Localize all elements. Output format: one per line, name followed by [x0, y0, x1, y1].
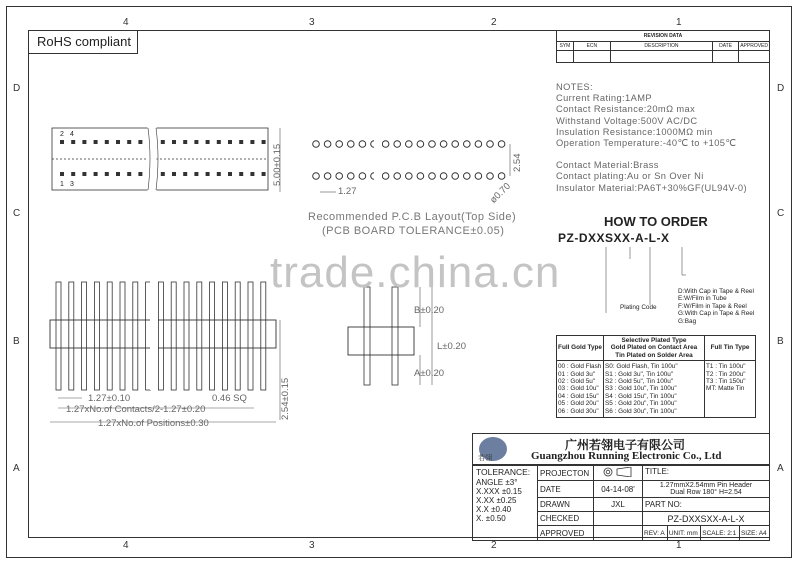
- pcb-hole: [394, 173, 401, 180]
- rev-cell: [643, 526, 668, 541]
- tolerance-value: ±0.15: [501, 487, 522, 496]
- note-insulator: Insulator Material:PA6T+30%GF(UL94V-0): [556, 182, 747, 193]
- top-pin: [250, 172, 254, 176]
- dim-pin-square: 0.46 SQ: [212, 393, 247, 404]
- order-code: PZ-DXXSXX-A-L-X: [558, 231, 670, 245]
- tolerance-cell: [473, 466, 538, 541]
- top-view-drawing: [50, 120, 275, 200]
- pcb-hole: [313, 141, 320, 148]
- dim-row-spacing: 2.54: [512, 153, 523, 172]
- date-label: DATE: [538, 481, 594, 498]
- pin-label-2: 2: [60, 131, 64, 138]
- pcb-hole: [382, 173, 389, 180]
- pcb-hole: [394, 141, 401, 148]
- tin-option: T3 : Tin 150u": [706, 378, 746, 386]
- zone-bottom-1: 1: [676, 540, 682, 551]
- tolerance-row: [476, 487, 534, 496]
- tin-option: T2 : Tin 200u": [706, 370, 746, 378]
- projection-icon: [601, 467, 635, 477]
- pcb-caption-1: Recommended P.C.B Layout(Top Side): [308, 211, 517, 223]
- pcb-hole: [498, 141, 505, 148]
- selective-option: S0: Gold Flash, Tin 100u": [605, 363, 678, 371]
- tolerance-key: X.: [476, 514, 484, 523]
- pcb-hole: [324, 141, 331, 148]
- pcb-hole: [336, 141, 343, 148]
- zone-right-A: A: [777, 463, 784, 474]
- dim-positions: 1.27xNo.of Positions±0.30: [98, 418, 209, 429]
- selective-option: S6 : Gold 30u", Tin 100u": [605, 407, 677, 415]
- plating-code-label: Plating Code: [620, 304, 657, 311]
- dim-pcb-pitch: 1.27: [338, 186, 357, 197]
- top-pin: [194, 172, 198, 176]
- tolerance-value: ±0.40: [491, 505, 512, 514]
- front-pin: [235, 282, 240, 390]
- part-no-label: PART NO:: [643, 498, 770, 512]
- note-temperature: Operation Temperature:-40℃ to +105℃: [556, 138, 737, 149]
- top-pin: [71, 172, 75, 176]
- top-pin: [217, 172, 221, 176]
- top-pin: [183, 140, 187, 144]
- note-resistance: Contact Resistance:20mΩ max: [556, 104, 696, 115]
- zone-right-C: C: [777, 208, 785, 219]
- top-pin: [250, 140, 254, 144]
- revision-header-approved: APPROVED: [740, 43, 768, 49]
- part-no-value: PZ-DXXSXX-A-L-X: [643, 512, 770, 526]
- date-value: 04-14-08': [594, 481, 643, 498]
- selective-option: S2 : Gold 5u", Tin 100u": [605, 378, 674, 386]
- size-label: SIZE:: [740, 529, 758, 537]
- revision-header-description: DESCRIPTION: [610, 42, 712, 51]
- revision-header-date: DATE: [712, 42, 738, 51]
- selective-option: S5 : Gold 20u", Tin 100u": [605, 400, 677, 408]
- zone-left-A: A: [13, 463, 20, 474]
- front-pin: [248, 282, 253, 390]
- title-label: TITLE:: [643, 466, 770, 481]
- front-pin: [222, 282, 227, 390]
- tolerance-key: X.XX: [476, 496, 495, 505]
- zone-top-4: 4: [123, 17, 129, 28]
- note-material: Contact Material:Brass: [556, 160, 659, 171]
- tolerance-value: ±3°: [505, 478, 518, 487]
- gold-option: 05 : Gold 20u": [558, 400, 599, 408]
- pin-label-3: 3: [70, 181, 74, 188]
- pcb-hole: [382, 141, 389, 148]
- unit-label: UNIT:: [668, 529, 686, 537]
- pcb-hole: [498, 173, 505, 180]
- top-pin: [105, 172, 109, 176]
- gold-option: 02 : Gold 5u": [558, 378, 596, 386]
- packing-option-g-cap: G:With Cap in Tape & Reel: [678, 310, 755, 318]
- zone-left-B: B: [13, 336, 20, 347]
- top-pin: [262, 140, 266, 144]
- title-value: [643, 481, 770, 498]
- scale-label: SCALE:: [702, 529, 726, 537]
- drawn-label: DRAWN: [538, 498, 594, 512]
- top-pin: [60, 172, 64, 176]
- pcb-hole: [487, 173, 494, 180]
- pcb-hole: [429, 173, 436, 180]
- pcb-hole: [324, 173, 331, 180]
- front-pin: [146, 282, 151, 390]
- scale-value: 2:1: [727, 529, 737, 537]
- zone-bottom-4: 4: [123, 540, 129, 551]
- gold-option: 04 : Gold 15u": [558, 392, 599, 400]
- size-value: A4: [758, 529, 767, 537]
- top-pin: [239, 172, 243, 176]
- zone-bottom-2: 2: [491, 540, 497, 551]
- top-pin: [194, 140, 198, 144]
- title-line-2: Dual Row 180° H=2.54: [670, 489, 742, 496]
- front-pin: [120, 282, 125, 390]
- size-cell: [739, 526, 769, 541]
- top-pin: [138, 172, 142, 176]
- front-pin: [82, 282, 87, 390]
- plating-header-full-tin: Full Tin Type: [705, 336, 756, 361]
- pcb-hole: [313, 173, 320, 180]
- top-pin: [127, 140, 131, 144]
- approved-value: [594, 526, 643, 541]
- selective-option: S3 : Gold 10u", Tin 100u": [605, 385, 677, 393]
- note-spacer: [556, 149, 747, 160]
- top-pin: [94, 140, 98, 144]
- rev-label: REV:: [644, 529, 659, 537]
- packing-option-d: D:With Cap in Tape & Reel: [678, 288, 754, 295]
- dim-l: L±0.20: [437, 341, 466, 352]
- tolerance-row: [476, 505, 534, 514]
- note-voltage: Withstand Voltage:500V AC/DC: [556, 115, 698, 126]
- packing-option-e: E:W/Film in Tube: [678, 295, 727, 303]
- rev-value: A: [660, 529, 665, 537]
- rohs-label: RoHS compliant: [28, 30, 138, 54]
- pcb-hole: [475, 173, 482, 180]
- dim-height-label: 5.00±0.15: [272, 143, 283, 186]
- top-pin: [116, 172, 120, 176]
- pin-label-1: 1: [60, 181, 64, 188]
- front-pin: [158, 282, 163, 390]
- front-pin: [56, 282, 61, 390]
- top-pin: [71, 140, 75, 144]
- zone-left-D: D: [13, 83, 21, 94]
- pcb-hole: [348, 141, 355, 148]
- front-pin: [184, 282, 189, 390]
- plating-header-selective: Selective Plated Type Gold Plated on Contact Area Tin Plated on Solder Area: [604, 336, 705, 361]
- zone-right-B: B: [777, 336, 784, 347]
- projection-label: PROJECTON: [538, 466, 594, 481]
- plating-full-gold-list: [557, 361, 604, 418]
- checked-value: [594, 512, 643, 526]
- front-pin: [197, 282, 202, 390]
- pcb-hole: [336, 173, 343, 180]
- pcb-caption-2: (PCB BOARD TOLERANCE±0.05): [322, 225, 505, 237]
- pcb-hole: [440, 173, 447, 180]
- top-pin: [127, 172, 131, 176]
- front-pin: [133, 282, 138, 390]
- top-pin: [172, 172, 176, 176]
- gold-option: 06 : Gold 30u": [558, 407, 599, 415]
- dim-height-lines: [266, 126, 286, 196]
- pcb-hole: [452, 173, 459, 180]
- pin-label-4: 4: [70, 131, 74, 138]
- dim-hole-diameter: ø0.70: [488, 180, 513, 206]
- notes-title: NOTES:: [556, 82, 594, 92]
- zone-top-1: 1: [676, 17, 682, 28]
- plating-selective-list: [604, 361, 705, 418]
- note-current: Current Rating:1AMP: [556, 93, 652, 104]
- note-plating: Contact plating:Au or Sn Over Ni: [556, 171, 704, 182]
- tin-option: T1 : Tin 100u": [706, 363, 746, 371]
- tolerance-value: ±0.25: [496, 496, 517, 505]
- pcb-hole: [452, 141, 459, 148]
- top-pin: [138, 140, 142, 144]
- tin-option: MT: Matte Tin: [706, 385, 745, 393]
- revision-table: [556, 30, 770, 63]
- pcb-hole: [417, 141, 424, 148]
- packing-options: [678, 288, 770, 325]
- plating-full-tin-list: [705, 361, 756, 418]
- top-pin: [60, 140, 64, 144]
- top-pin: [172, 140, 176, 144]
- tolerance-key: ANGLE: [476, 478, 504, 487]
- tolerance-key: X.XXX: [476, 487, 500, 496]
- notes-block: [556, 82, 747, 194]
- pcb-hole: [406, 173, 413, 180]
- pcb-hole: [359, 141, 366, 148]
- revision-header-sym: SYM: [557, 42, 574, 51]
- watermark: trade.china.cn: [270, 248, 561, 297]
- gold-option: 03 : Gold 10u": [558, 385, 599, 393]
- company-block: [472, 433, 770, 465]
- revision-header-ecn: ECN: [573, 42, 610, 51]
- gold-option: 00 : Gold Flash: [558, 363, 602, 371]
- tolerance-row: [476, 496, 534, 505]
- revision-title: REVISION DATA: [557, 31, 770, 42]
- selective-option: S1 : Gold 3u", Tin 100u": [605, 370, 674, 378]
- company-name-chinese: 广州若翎电子有限公司: [565, 438, 686, 452]
- title-line-1: 1.27mmX2.54mm Pin Header: [659, 482, 753, 489]
- top-pin: [82, 172, 86, 176]
- tolerance-row: [476, 514, 534, 523]
- pcb-hole: [359, 173, 366, 180]
- selective-option: S4 : Gold 15u", Tin 100u": [605, 392, 677, 400]
- title-block: [472, 465, 770, 541]
- zone-top-3: 3: [309, 17, 315, 28]
- company-logo-text: 若翎: [478, 455, 492, 462]
- dim-a: A±0.20: [414, 368, 445, 379]
- zone-left-C: C: [13, 208, 21, 219]
- gold-option: 01 : Gold 3u": [558, 370, 596, 378]
- how-to-order-title: HOW TO ORDER: [604, 214, 708, 229]
- top-pin: [206, 172, 210, 176]
- dim-side-height: 2.54±0.15: [280, 377, 291, 420]
- pcb-hole: [348, 173, 355, 180]
- front-pin: [107, 282, 112, 390]
- plating-header-full-gold: Full Gold Type: [557, 336, 604, 361]
- top-pin: [206, 140, 210, 144]
- top-pin: [217, 140, 221, 144]
- top-pin: [228, 140, 232, 144]
- pcb-hole: [440, 141, 447, 148]
- top-pin: [116, 140, 120, 144]
- dim-front-pitch: 1.27±0.10: [88, 393, 131, 404]
- tolerance-value: ±0.50: [485, 514, 506, 523]
- top-pin: [228, 172, 232, 176]
- drawn-value: JXL: [594, 498, 643, 512]
- pcb-hole: [464, 173, 471, 180]
- pcb-hole: [487, 141, 494, 148]
- dim-contacts: 1.27xNo.of Contacts/2-1.27±0.20: [66, 404, 206, 415]
- approved-label: APPROVED: [538, 526, 594, 541]
- checked-label: CHECKED: [538, 512, 594, 526]
- zone-bottom-3: 3: [309, 540, 315, 551]
- zone-right-D: D: [777, 83, 785, 94]
- top-pin: [239, 140, 243, 144]
- top-pin: [183, 172, 187, 176]
- packing-option-f: F:W/Film in Tape & Reel: [678, 302, 747, 310]
- front-pin: [210, 282, 215, 390]
- scale-cell: [701, 526, 740, 541]
- front-pin: [69, 282, 74, 390]
- top-pin: [105, 140, 109, 144]
- dim-b: B±0.20: [414, 305, 445, 316]
- front-pin: [94, 282, 99, 390]
- unit-cell: [667, 526, 700, 541]
- packing-option-g-bag: G:Bag: [678, 317, 697, 325]
- projection-symbol: [594, 466, 643, 481]
- top-pin: [161, 140, 165, 144]
- note-insulation: Insulation Resistance:1000MΩ min: [556, 126, 713, 137]
- zone-top-2: 2: [491, 17, 497, 28]
- plating-table: [556, 335, 756, 418]
- tolerance-row: [476, 478, 534, 487]
- pcb-hole: [475, 141, 482, 148]
- top-pin: [82, 140, 86, 144]
- pcb-hole: [406, 141, 413, 148]
- top-pin: [262, 172, 266, 176]
- tolerance-key: X.X: [476, 505, 489, 514]
- tolerance-label: TOLERANCE:: [476, 467, 531, 477]
- top-pin: [161, 172, 165, 176]
- pcb-hole: [429, 141, 436, 148]
- front-pin: [261, 282, 266, 390]
- top-pin: [94, 172, 98, 176]
- pcb-hole: [417, 173, 424, 180]
- unit-value: mm: [686, 529, 698, 537]
- front-pin: [171, 282, 176, 390]
- company-name-english: Guangzhou Running Electronic Co., Ltd: [531, 450, 722, 462]
- pcb-hole: [464, 141, 471, 148]
